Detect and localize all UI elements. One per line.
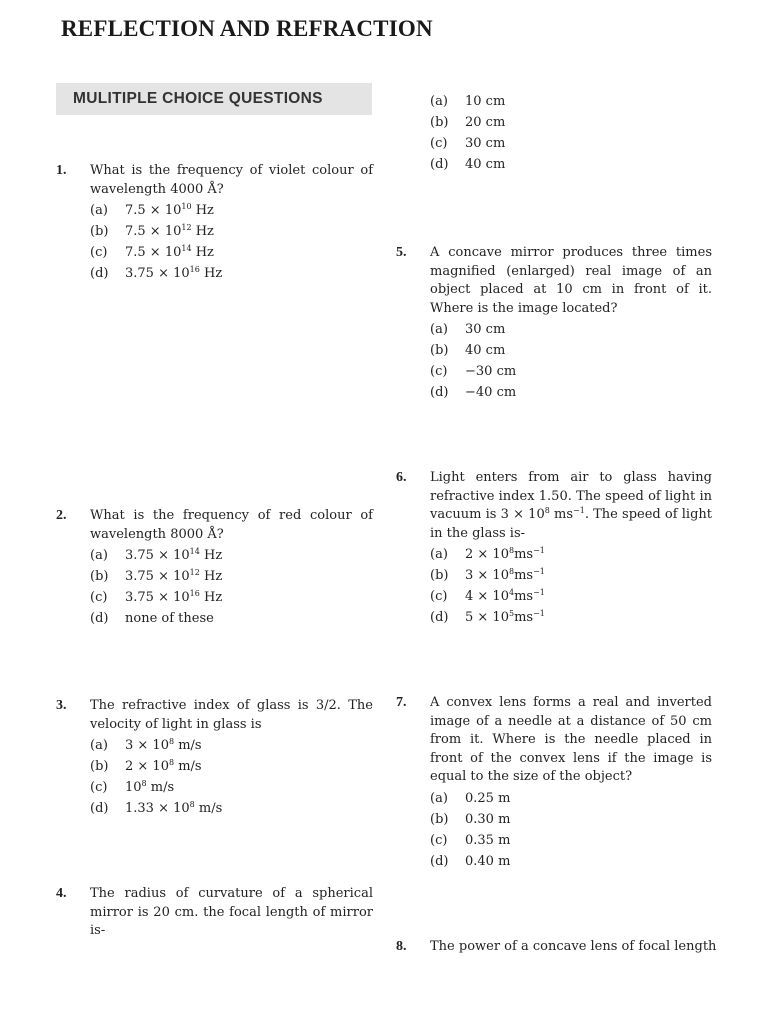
question-number: 8.: [396, 939, 407, 954]
option-label: (a): [430, 94, 448, 109]
option-label: (d): [430, 157, 449, 172]
option-d[interactable]: (d) −40 cm: [430, 382, 712, 403]
question-number: 2.: [56, 508, 67, 523]
options-list: [90, 545, 373, 629]
option-label: (a): [90, 548, 108, 563]
option-label: (a): [430, 547, 448, 562]
option-label: (a): [430, 790, 448, 806]
option-label: (b): [430, 115, 449, 130]
option-a[interactable]: (a) 10 cm: [430, 91, 712, 112]
section-banner: [56, 83, 372, 115]
question-number: 5.: [396, 245, 407, 260]
question-stem: The refractive index of glass is 3/2. The velocity of light in glass is: [90, 698, 373, 732]
option-label: (c): [90, 590, 108, 605]
options-list: [430, 788, 712, 872]
option-label: (b): [90, 759, 109, 774]
option-label: (d): [90, 266, 109, 281]
option-label: (a): [90, 738, 108, 753]
option-a[interactable]: (a) 30 cm: [430, 319, 712, 340]
question-number: 4.: [56, 886, 67, 901]
option-c[interactable]: (c) 30 cm: [430, 133, 712, 154]
option-label: (b): [430, 568, 449, 583]
option-c[interactable]: (c) $10^8$ m/s: [90, 777, 373, 798]
option-c[interactable]: (c) −30 cm: [430, 361, 712, 382]
question-1: [56, 162, 373, 284]
options-list: [430, 91, 712, 175]
option-d[interactable]: (d) 40 cm: [430, 154, 712, 175]
options-list: [90, 200, 373, 284]
option-c[interactable]: (c) $4 \times 10^4ms^{-1}$: [430, 586, 712, 607]
option-label: (c): [430, 832, 448, 848]
section-banner-label: MULITIPLE CHOICE QUESTIONS: [73, 90, 323, 107]
option-d[interactable]: (d) $3.75 \times 10^{16}$ Hz: [90, 263, 373, 284]
question-stem: Light enters from air to glass having refractive index 1.50. The speed of light in vacuum is $3 \times 10^8$ $ms^{-1}$. The speed of light in the glass is-: [430, 470, 712, 541]
option-a[interactable]: (a) $3 \times 10^8$ m/s: [90, 735, 373, 756]
question-3: [56, 697, 373, 819]
option-c[interactable]: (c) $7.5 \times 10^{14}$ Hz: [90, 242, 373, 263]
question-stem: The radius of curvature of a spherical mirror is 20 cm. the focal length of mirror is-: [90, 886, 373, 938]
option-label: (c): [430, 589, 448, 604]
option-label: (d): [90, 611, 109, 626]
question-number: 6.: [396, 470, 407, 485]
option-label: (d): [430, 610, 449, 625]
option-label: (b): [430, 343, 449, 358]
option-a[interactable]: (a) $2 \times 10^8ms^{-1}$: [430, 544, 712, 565]
question-8: [396, 938, 717, 957]
option-b[interactable]: (b) 40 cm: [430, 340, 712, 361]
option-label: (d): [430, 853, 449, 869]
option-d[interactable]: (d) none of these: [90, 608, 373, 629]
question-2: [56, 507, 373, 629]
question-stem: A convex lens forms a real and inverted image of a needle at a distance of 50 cm from it. Where is the needle placed in front of the convex lens if the image is equal to the size of the object?: [430, 695, 712, 784]
option-a[interactable]: (a) $3.75 \times 10^{14}$ Hz: [90, 545, 373, 566]
question-number: 1.: [56, 163, 67, 178]
option-label: (b): [90, 224, 109, 239]
option-label: (a): [430, 322, 448, 337]
question-stem: A concave mirror produces three times magnified (enlarged) real image of an object placed at 10 cm in front of it. Where is the image located?: [430, 245, 712, 316]
option-label: (b): [430, 811, 449, 827]
page-title: REFLECTION AND REFRACTION: [61, 16, 433, 41]
options-list: [430, 319, 712, 403]
option-c[interactable]: (c) 0.35 m: [430, 830, 712, 851]
option-label: (d): [430, 385, 449, 400]
options-list: [90, 735, 373, 819]
option-d[interactable]: (d) $5 \times 10^5ms^{-1}$: [430, 607, 712, 628]
question-4-options-continued: [396, 91, 712, 175]
option-label: (c): [430, 364, 448, 379]
question-number: 3.: [56, 698, 67, 713]
option-label: (c): [430, 136, 448, 151]
option-a[interactable]: (a) 0.25 m: [430, 788, 712, 809]
option-c[interactable]: (c) $3.75 \times 10^{16}$ Hz: [90, 587, 373, 608]
option-d[interactable]: (d) 0.40 m: [430, 851, 712, 872]
option-label: (d): [90, 801, 109, 816]
option-b[interactable]: (b) $2 \times 10^8$ m/s: [90, 756, 373, 777]
question-6: [396, 469, 712, 628]
option-b[interactable]: (b) $7.5 \times 10^{12}$ Hz: [90, 221, 373, 242]
question-stem: What is the frequency of red colour of wavelength 8000 Å?: [90, 508, 373, 542]
option-label: (a): [90, 203, 108, 218]
question-7: [396, 694, 712, 872]
option-b[interactable]: (b) 20 cm: [430, 112, 712, 133]
question-stem: What is the frequency of violet colour of wavelength 4000 Å?: [90, 163, 373, 197]
option-a[interactable]: (a) $7.5 \times 10^{10}$ Hz: [90, 200, 373, 221]
options-list: [430, 544, 712, 628]
question-stem: The power of a concave lens of focal length: [430, 939, 717, 954]
question-4: [56, 885, 373, 941]
question-5: [396, 244, 712, 403]
option-label: (b): [90, 569, 109, 584]
option-b[interactable]: (b) $3.75 \times 10^{12}$ Hz: [90, 566, 373, 587]
question-number: 7.: [396, 695, 407, 710]
option-label: (c): [90, 245, 108, 260]
option-b[interactable]: (b) 0.30 m: [430, 809, 712, 830]
option-d[interactable]: (d) $1.33 \times 10^8$ m/s: [90, 798, 373, 819]
option-label: (c): [90, 780, 108, 795]
option-b[interactable]: (b) $3 \times 10^8ms^{-1}$: [430, 565, 712, 586]
